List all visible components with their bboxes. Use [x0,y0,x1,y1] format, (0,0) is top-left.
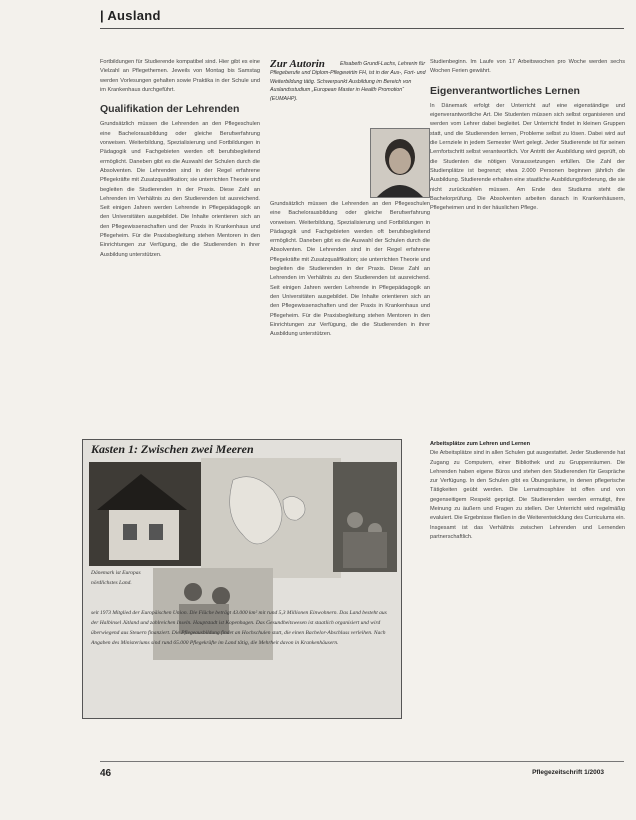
col1-body: Grundsätzlich müssen die Lehrenden an den Pflegeschulen eine Bachelorausbildung oder gleiche Berufserfahrung vorweisen. Weiterbildung, Spezialisierung und Fortbildungen in Pädagogik und Fachgebieten werden oft berufsbegleitend ermöglicht. Daneben gibt es die Auswahl der Schulen durch die Absolventen. Die Lehrenden sind in der Regel erfahrene Pflegekräfte mit Zusatzqualifikation; sie unterrichten Theorie und begleiten die Studierenden in der Praxis. Diese Zahl an Lehrenden im Verhältnis zu den Studierenden ist ausreichend. Seit einigen Jahren werden Lehrende in Pflegepädagogik an den Universitäten ausgebildet. Die Inhalte orientieren sich an den Pflegewissenschaften und der Praxis in Krankenhaus und Pflegeheim. Für die Praxisbegleitung stehen Mentoren in den Einrichtungen zur Verfügung, die die Studierenden in ihrer Ausbildung unterstützen. [100,121,260,258]
info-box [82,439,402,719]
section-label: | Ausland [100,8,161,23]
col3-body: In Dänemark erfolgt der Unterricht auf eine eigenständige und eigenverantwortliche Art. Die Studenten müssen sich selbst organisieren und werden vom Lehrer dabei begleitet. Der Unterricht findet in kleinen Gruppen statt, und die Studierenden lernen, Probleme selbst zu lösen. Dabei wird auf die Lernziele in jedem Semester Wert gelegt. Jeder Studierende ist für seinen Lernfortschritt selbst verantwortlich. Vor Antritt der Ausbildung wird geprüft, ob die Studenten die nötigen Voraussetzungen erfüllen. Die Zahl der Studienplätze ist begrenzt; etwa 2.000 Personen beginnen jährlich die Ausbildung. Studierende erhalten eine staatliche Ausbildungsförderung, die sie nicht zurückzahlen müssen. Am Ende des Studiums steht die Bachelorprüfung. Die Absolventen arbeiten danach in Krankenhäusern, Pflegeheimen und in der häuslichen Pflege. [430,102,625,212]
column-3-lower [430,440,625,752]
col1-intro: Fortbildungen für Studierende kompatibel sind. Hier gibt es eine Vielzahl an Pflegethemen. Jeweils von Montag bis Samstag werden Vorlesungen gehalten sowie Praktika in der Schule und im Krankenhaus durchgeführt. [100,59,260,93]
box-caption-main: seit 1973 Mitglied der Europäischen Union. Die Fläche beträgt 43.000 km² mit rund 5,3 Millionen Einwohnern. Das Land besteht aus der Halbinsel Jütland und zahlreichen Inseln. Hauptstadt ist Kopenhagen. Das Gesundheitswesen ist staatlich organisiert und wird überwiegend aus Steuern finanziert. Die Pflegeausbildung findet an Hochschulen statt, die einen Bachelor-Abschluss verleihen. Nach Angaben des Ministeriums sind rund 65.000 Pflegekräfte im Land tätig, die Mehrheit davon in Krankenhäusern. [91,610,387,646]
column-3 [430,58,625,436]
top-rule [100,28,624,29]
column-2 [270,200,430,436]
col3b-heading: Arbeitsplätze zum Lehren und Lernen [430,441,531,447]
author-bio: Elisabeth Grundl-Lachs, Lehrerin für Pflegeberufe und Diplom-Pflegewirtin FH, ist in der Aus-, Fort- und Weiterbildung tätig. Schwerpunkt Ausbildung im Bereich von Auslandsstudium „European Master in Health Promotion“ (EUMAHP). [270,61,426,103]
footer-rule [100,761,624,762]
box-title: Kasten 1: Zwischen zwei Meeren [91,442,254,456]
col3-heading: Eigenverantwortliches Lernen [430,84,580,97]
author-photo [370,128,430,198]
col1-heading: Qualifikation der Lehrenden [100,103,240,116]
box-caption-left: Dänemark ist Europas nördlichstes Land. [91,570,141,586]
author-heading: Zur Autorin [270,58,325,70]
column-1 [100,58,260,436]
col3b-body: Die Arbeitsplätze sind in allen Schulen gut ausgestattet. Jeder Studierende hat Zugang zu Computern, einer Bibliothek und zu Gruppenräumen. Die Lehrenden haben eigene Büros und stehen den Studierenden für Gespräche zur Verfügung. In den Schulen gibt es Übungsräume, in denen pflegerische Tätigkeiten geübt werden. Die Lernatmosphäre ist offen und von gegenseitigem Respekt geprägt. Die Studierenden werden ermutigt, ihre Meinung zu äußern und Fragen zu stellen. Der Unterricht wird regelmäßig evaluiert. Die Ergebnisse fließen in die Weiterentwicklung des Curriculums ein. Insgesamt ist das Verhältnis zwischen Lehrenden und Lernenden partnerschaftlich. [430,450,625,540]
page-number: 46 [100,768,112,779]
author-text [270,60,430,104]
col2-body: Grundsätzlich müssen die Lehrenden an den Pflegeschulen eine Bachelorausbildung oder gleiche Berufserfahrung vorweisen. Weiterbildung, Spezialisierung und Fortbildungen in Pädagogik und Fachgebieten werden oft berufsbegleitend ermöglicht. Daneben gibt es die Auswahl der Schulen durch die Absolventen. Die Lehrenden sind in der Regel erfahrene Pflegekräfte mit Zusatzqualifikation; sie unterrichten Theorie und begleiten die Studierenden in der Praxis. Diese Zahl an Lehrenden im Verhältnis zu den Studierenden ist ausreichend. Seit einigen Jahren werden Lehrende in Pflegepädagogik an den Universitäten ausgebildet. Die Inhalte orientieren sich an den Pflegewissenschaften und der Praxis in Krankenhaus und Pflegeheim. Für die Praxisbegleitung stehen Mentoren in den Einrichtungen zur Verfügung, die die Studierenden in ihrer Ausbildung unterstützen. [270,201,430,338]
journal-title: Pflegezeitschrift 1/2003 [532,769,604,776]
author-portrait-image [371,129,429,197]
col3-intro: Studienbeginn. Im Laufe von 17 Arbeitswochen pro Woche werden sechs Wochen Ferien gewährt. [430,59,625,75]
